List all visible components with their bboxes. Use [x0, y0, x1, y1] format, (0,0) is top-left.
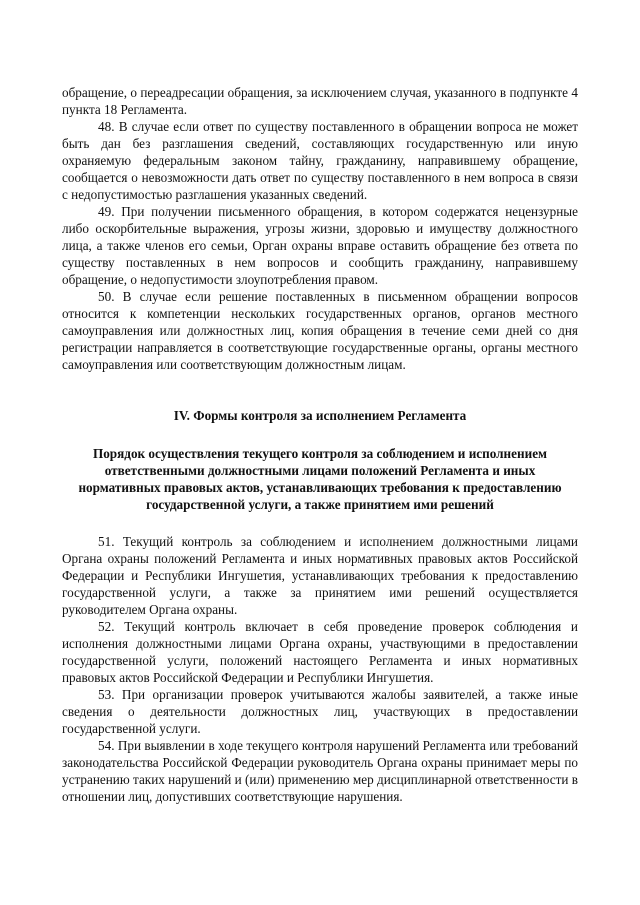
paragraph-48: 48. В случае если ответ по существу поставленного в обращении вопроса не может быть дан без разглашения сведений, составляющих государственную или иную охраняемую федеральным законом тайну, гражданину, направившему обращение, сообщается о невозможности дать ответ по существу поставленного в нем вопроса в связи с недопустимостью разглашения указанных сведений.: [62, 119, 578, 202]
paragraph-52: 52. Текущий контроль включает в себя проведение проверок соблюдения и исполнения должностными лицами Органа охраны, участвующими в предоставлении государственной услуги, положений настоящего Регламента и иных нормативных правовых актов Российской Федерации и Республики Ингушетия.: [62, 619, 578, 685]
paragraph-50: 50. В случае если решение поставленных в письменном обращении вопросов относится к компетенции нескольких государственных органов, органов местного самоуправления или должностных лиц, копия обращения в течение семи дней со дня регистрации направляется в соответствующие государственные органы, органы местного самоуправления или соответствующим должностным лицам.: [62, 289, 578, 372]
paragraph-53: 53. При организации проверок учитываются жалобы заявителей, а также иные сведения о деятельности должностных лиц, участвующих в предоставлении государственной услуги.: [62, 687, 578, 736]
section-heading: IV. Формы контроля за исполнением Регламента: [173, 408, 467, 423]
sub-heading: Порядок осуществления текущего контроля за соблюдением и исполнением ответственными должностными лицами положений Регламента и иных нормативных правовых актов, устанавливающих требования к предоставлению государственной услуги, а также принятием ими решений: [78, 446, 562, 512]
paragraph-51: 51. Текущий контроль за соблюдением и исполнением должностными лицами Органа охраны положений Регламента и иных нормативных правовых актов Российской Федерации и Республики Ингушетия, устанавливающих требования к предоставлению государственной услуги, а также за принятием ими решений осуществляется руководителем Органа охраны.: [62, 534, 578, 617]
paragraph-54: 54. При выявлении в ходе текущего контроля нарушений Регламента или требований законодательства Российской Федерации руководитель Органа охраны принимает меры по устранению таких нарушений и (или) применению мер дисциплинарной ответственности в отношении лиц, допустивших соответствующие нарушения.: [62, 738, 578, 804]
document-body: [62, 84, 578, 805]
paragraph-49: 49. При получении письменного обращения, в котором содержатся нецензурные либо оскорбительные выражения, угрозы жизни, здоровью и имуществу должностного лица, а также членов его семьи, Орган охраны вправе оставить обращение без ответа по существу поставленных в нем вопросов и сообщить гражданину, направившему обращение, о недопустимости злоупотребления правом.: [62, 204, 578, 287]
paragraph-continuation: обращение, о переадресации обращения, за исключением случая, указанного в подпункте 4 пункта 18 Регламента.: [62, 85, 578, 117]
spacer: [62, 513, 578, 533]
